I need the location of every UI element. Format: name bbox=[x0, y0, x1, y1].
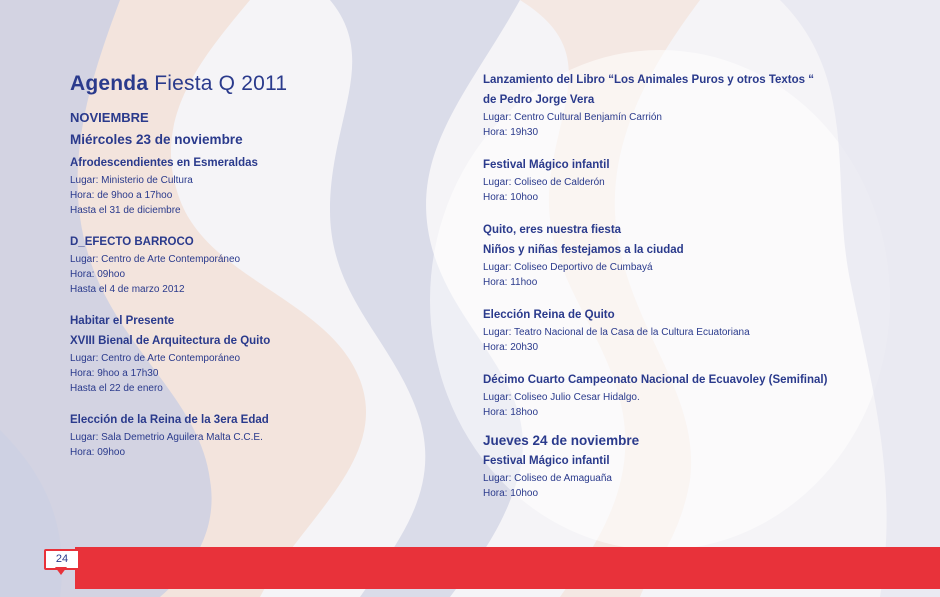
event-ecuavoley bbox=[483, 370, 923, 420]
event-title: Quito, eres nuestra fiesta bbox=[483, 224, 622, 236]
event-title: Elección Reina de Quito bbox=[483, 309, 615, 321]
event-until: Hasta el 22 de enero bbox=[70, 383, 163, 394]
event-place: Lugar: Centro de Arte Contemporáneo bbox=[70, 353, 241, 364]
footer-red-bar bbox=[75, 547, 940, 589]
title-bold: Agenda bbox=[70, 72, 149, 95]
event-time: Hora: 9hoo a 17h30 bbox=[70, 368, 159, 379]
event-efecto-barroco bbox=[70, 232, 430, 297]
event-festival-calderon bbox=[483, 155, 923, 205]
event-reina-quito bbox=[483, 305, 923, 355]
event-afrodescendientes bbox=[70, 153, 430, 218]
event-place: Lugar: Ministerio de Cultura bbox=[70, 175, 193, 186]
event-lanzamiento-libro bbox=[483, 70, 923, 140]
day-heading-24: Jueves 24 de noviembre bbox=[483, 433, 640, 448]
title-rest: Fiesta Q 2011 bbox=[154, 72, 288, 95]
event-time: Hora: 09hoo bbox=[70, 447, 126, 458]
event-time: Hora: 09hoo bbox=[70, 269, 126, 280]
event-subtitle: Niños y niñas festejamos a la ciudad bbox=[483, 244, 684, 256]
event-title: Festival Mágico infantil bbox=[483, 455, 610, 467]
page-number-tail bbox=[55, 567, 67, 575]
event-title: Habitar el Presente bbox=[70, 315, 175, 327]
event-festival-amaguana bbox=[483, 451, 923, 501]
event-place: Lugar: Sala Demetrio Aguilera Malta C.C.E. bbox=[70, 432, 263, 443]
event-reina-3era-edad bbox=[70, 410, 430, 460]
agenda-right-column bbox=[483, 70, 923, 516]
event-time: Hora: 18hoo bbox=[483, 407, 539, 418]
event-title: Décimo Cuarto Campeonato Nacional de Ecuavoley (Semifinal) bbox=[483, 374, 828, 386]
event-until: Hasta el 31 de diciembre bbox=[70, 205, 181, 216]
event-place: Lugar: Coliseo de Calderón bbox=[483, 177, 605, 188]
event-time: Hora: 11hoo bbox=[483, 277, 538, 288]
event-time: Hora: 19h30 bbox=[483, 127, 539, 138]
page-title bbox=[70, 72, 430, 96]
event-place: Lugar: Centro Cultural Benjamín Carrión bbox=[483, 112, 662, 123]
event-title: Festival Mágico infantil bbox=[483, 159, 610, 171]
event-place: Lugar: Centro de Arte Contemporáneo bbox=[70, 254, 241, 265]
event-time: Hora: de 9hoo a 17hoo bbox=[70, 190, 173, 201]
event-place: Lugar: Coliseo de Amaguaña bbox=[483, 473, 612, 484]
event-title: Afrodescendientes en Esmeraldas bbox=[70, 157, 258, 169]
event-quito-fiesta bbox=[483, 220, 923, 290]
event-subtitle: de Pedro Jorge Vera bbox=[483, 94, 595, 106]
event-title: D_EFECTO BARROCO bbox=[70, 236, 194, 248]
event-time: Hora: 20h30 bbox=[483, 342, 539, 353]
day-heading-23: Miércoles 23 de noviembre bbox=[70, 132, 243, 147]
event-habitar-presente bbox=[70, 311, 430, 396]
event-title: Lanzamiento del Libro “Los Animales Puros y otros Textos “ bbox=[483, 74, 815, 86]
event-place: Lugar: Teatro Nacional de la Casa de la Cultura Ecuatoriana bbox=[483, 327, 750, 338]
agenda-left-column bbox=[70, 72, 430, 474]
event-title: Elección de la Reina de la 3era Edad bbox=[70, 414, 269, 426]
month-heading: NOVIEMBRE bbox=[70, 110, 149, 125]
event-place: Lugar: Coliseo Julio Cesar Hidalgo. bbox=[483, 392, 640, 403]
event-place: Lugar: Coliseo Deportivo de Cumbayá bbox=[483, 262, 653, 273]
event-subtitle: XVIII Bienal de Arquitectura de Quito bbox=[70, 335, 271, 347]
event-time: Hora: 10hoo bbox=[483, 488, 539, 499]
page-number: 24 bbox=[44, 549, 80, 570]
event-time: Hora: 10hoo bbox=[483, 192, 539, 203]
event-until: Hasta el 4 de marzo 2012 bbox=[70, 284, 185, 295]
